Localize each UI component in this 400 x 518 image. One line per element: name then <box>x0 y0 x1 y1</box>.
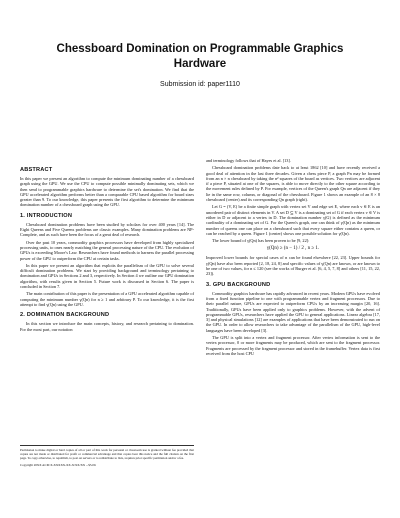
paper-title: Chessboard Domination on Programmable Graphics Hardware <box>56 43 344 70</box>
gpu-paragraph-1: Commodity graphics hardware has rapidly advanced in recent years. Modern GPUs have evolved from a fixed function pipeline to one with programmable vertex and fragment processors. Due to their parallel nature, GPUs are expected to outperform CPUs by an increasing margin [20, 16]. Traditionally, GPUs have been applied only to graphics problems. However, with the advent of programmable GPUs, researchers have applied the GPU to general applications. Linear algebra [17, 3] and physical simulations [12] are examples of applications that have been demonstrated to run on the GPU. In order to allow researchers to take advantage of the parallelism of the GPU, high-level languages have been developed [3]. <box>206 290 380 333</box>
intro-paragraph-2: Over the past 10 years, commodity graphics processors have developed from highly specialized processing units, to ones nearly matching the general processing nature of the CPU. The evolution of GPUs is exceeding Moore's Law. Researchers have found methods to harness the parallel processing power of the GPU to outperform the CPU at certain tasks. <box>20 239 194 261</box>
permission-text: Permission to make digital or hard copies of all or part of this work for personal or classroom use is granted without fee provided that copies are not made or distributed for profit or commercial advantage and that copies bear this notice and the full citation on the first page. To copy otherwise, to republish, to post on servers or to redistribute to lists, requires prior specific permission and/or a fee. <box>20 448 194 461</box>
intro-paragraph-1: Chessboard domination problems have been studied by scholars for over 400 years [14]. The Eight Queens and Five Queens problems are classic examples. Many domination problems are NP-Complete, and as such have been the focus of a great deal of research. <box>20 221 194 238</box>
copyright-text: Copyright 20XX ACM X-XXXXX-XX-X/XX/XX ...$5.00. <box>20 462 97 467</box>
intro-paragraph-4: The main contribution of this paper is the presentation of a GPU accelerated algorithm capable of computing the minimum number γ(Qn) for n ≥ 1 and arbitrary P. To our knowledge, it is the first attempt to find γ(Qn) using the GPU. <box>20 291 194 307</box>
formula-rhs: (n − 1) / 2 , n ≥ 1. <box>283 246 320 252</box>
domination-paragraph-5: Improved lower bounds for special cases of n can be found elsewhere [22, 23]. Upper bounds for γ(Qn) have also been reported [2, 18, 24, 8] and specific values of γ(Qn) are known, or are known to be one of two values, for n ≤ 120 (see the works of Burger et al. [6, 4, 5, 7, 8] and others [11, 15, 22, 23]). <box>206 255 380 277</box>
domination-heading: 2. DOMINATION BACKGROUND <box>20 312 110 319</box>
lower-bound-formula <box>206 246 380 251</box>
right-column <box>206 158 380 358</box>
permission-footnote <box>20 445 194 469</box>
gpu-paragraph-2: The GPU is split into a vertex and fragment processor. After vertex information is sent to the vertex processor, 0 or more fragments may be produced, which are sent to the fragment processor. Fragments are processed by the fragment processor and stored in the framebuffer. Vertex data is first received from the host CPU <box>206 335 380 356</box>
submission-id: Submission id: paper1110 <box>160 81 240 88</box>
formula-lhs: γ(Qn) ≥ <box>266 246 283 252</box>
abstract-heading: ABSTRACT <box>20 167 53 173</box>
domination-paragraph-1: In this section we introduce the main concepts, history, and research pertaining to domination. For the most part, our notation <box>20 321 194 332</box>
intro-heading: 1. INTRODUCTION <box>20 212 73 219</box>
domination-paragraph-4: The lower bound of γ(Qn) has been proven to be [9, 22]: <box>212 238 310 244</box>
gpu-heading: 3. GPU BACKGROUND <box>206 281 271 288</box>
abstract-text: In this paper we present an algorithm to compute the minimum dominating number of a chessboard graph using the GPU. We use the CPU to compute possible minimally dominating sets, which we then send to programmable graphics hardware to determine the set's domination. We find that the GPU accelerated algorithm performs better than a comparable CPU based algorithm for board sizes greater than 9. To our knowledge, this paper presents the first algorithm to determine the minimum domination number of a chessboard graph using the GPU. <box>20 176 194 208</box>
domination-paragraph-continued: and terminology follows that of Hayes et al. [13]. <box>206 158 291 163</box>
domination-paragraph-3: Let G = (V, E) be a finite simple graph with vertex set V and edge set E, where each v ∈ E is an unordered pair of distinct elements in V. A set D ⊆ V is a dominating set of G if each vertex v ∈ V is either in D or adjacent to a vertex in D. The domination number γ(G) is defined as the minimum cardinality of a dominating set of G. For the Queen's graph, one can think of γ(Qn) as the minimum number of queens one can place on a chessboard such that every square either contains a queen, or can be reached by a queen. Figure 1 (center) shows one possible solution for γ(Qn). <box>206 204 380 236</box>
intro-paragraph-3: In this paper we present an algorithm that exploits the parallelism of the GPU to solve several difficult domination problems. We start by providing background and terminology pertaining to domination and GPUs in Sections 2 and 3, respectively. In Section 4 we outline our GPU domination algorithm, with results given in Section 5. Future work is discussed in Section 6. The paper is concluded in Section 7. <box>20 262 194 290</box>
domination-paragraph-2: Chessboard domination problems date back to at least 1862 [10] and have recently received a good deal of attention in the last three decades. Given a chess piece P, a graph Pn may be formed from an n × n chessboard by taking the n² squares of the board as vertices. Two vertices are adjacent if a piece P, situated at one of the squares, is able to move directly to the other square according to the movement rules defined by P. For example, vertices of the Queen's graph Qn are adjacent if they lie in the same row, column, or diagonal of the chessboard. Figure 1 shows an example of an 8 × 8 chessboard (center) and its corresponding Qn graph (right). <box>206 165 380 203</box>
left-column <box>20 162 194 334</box>
